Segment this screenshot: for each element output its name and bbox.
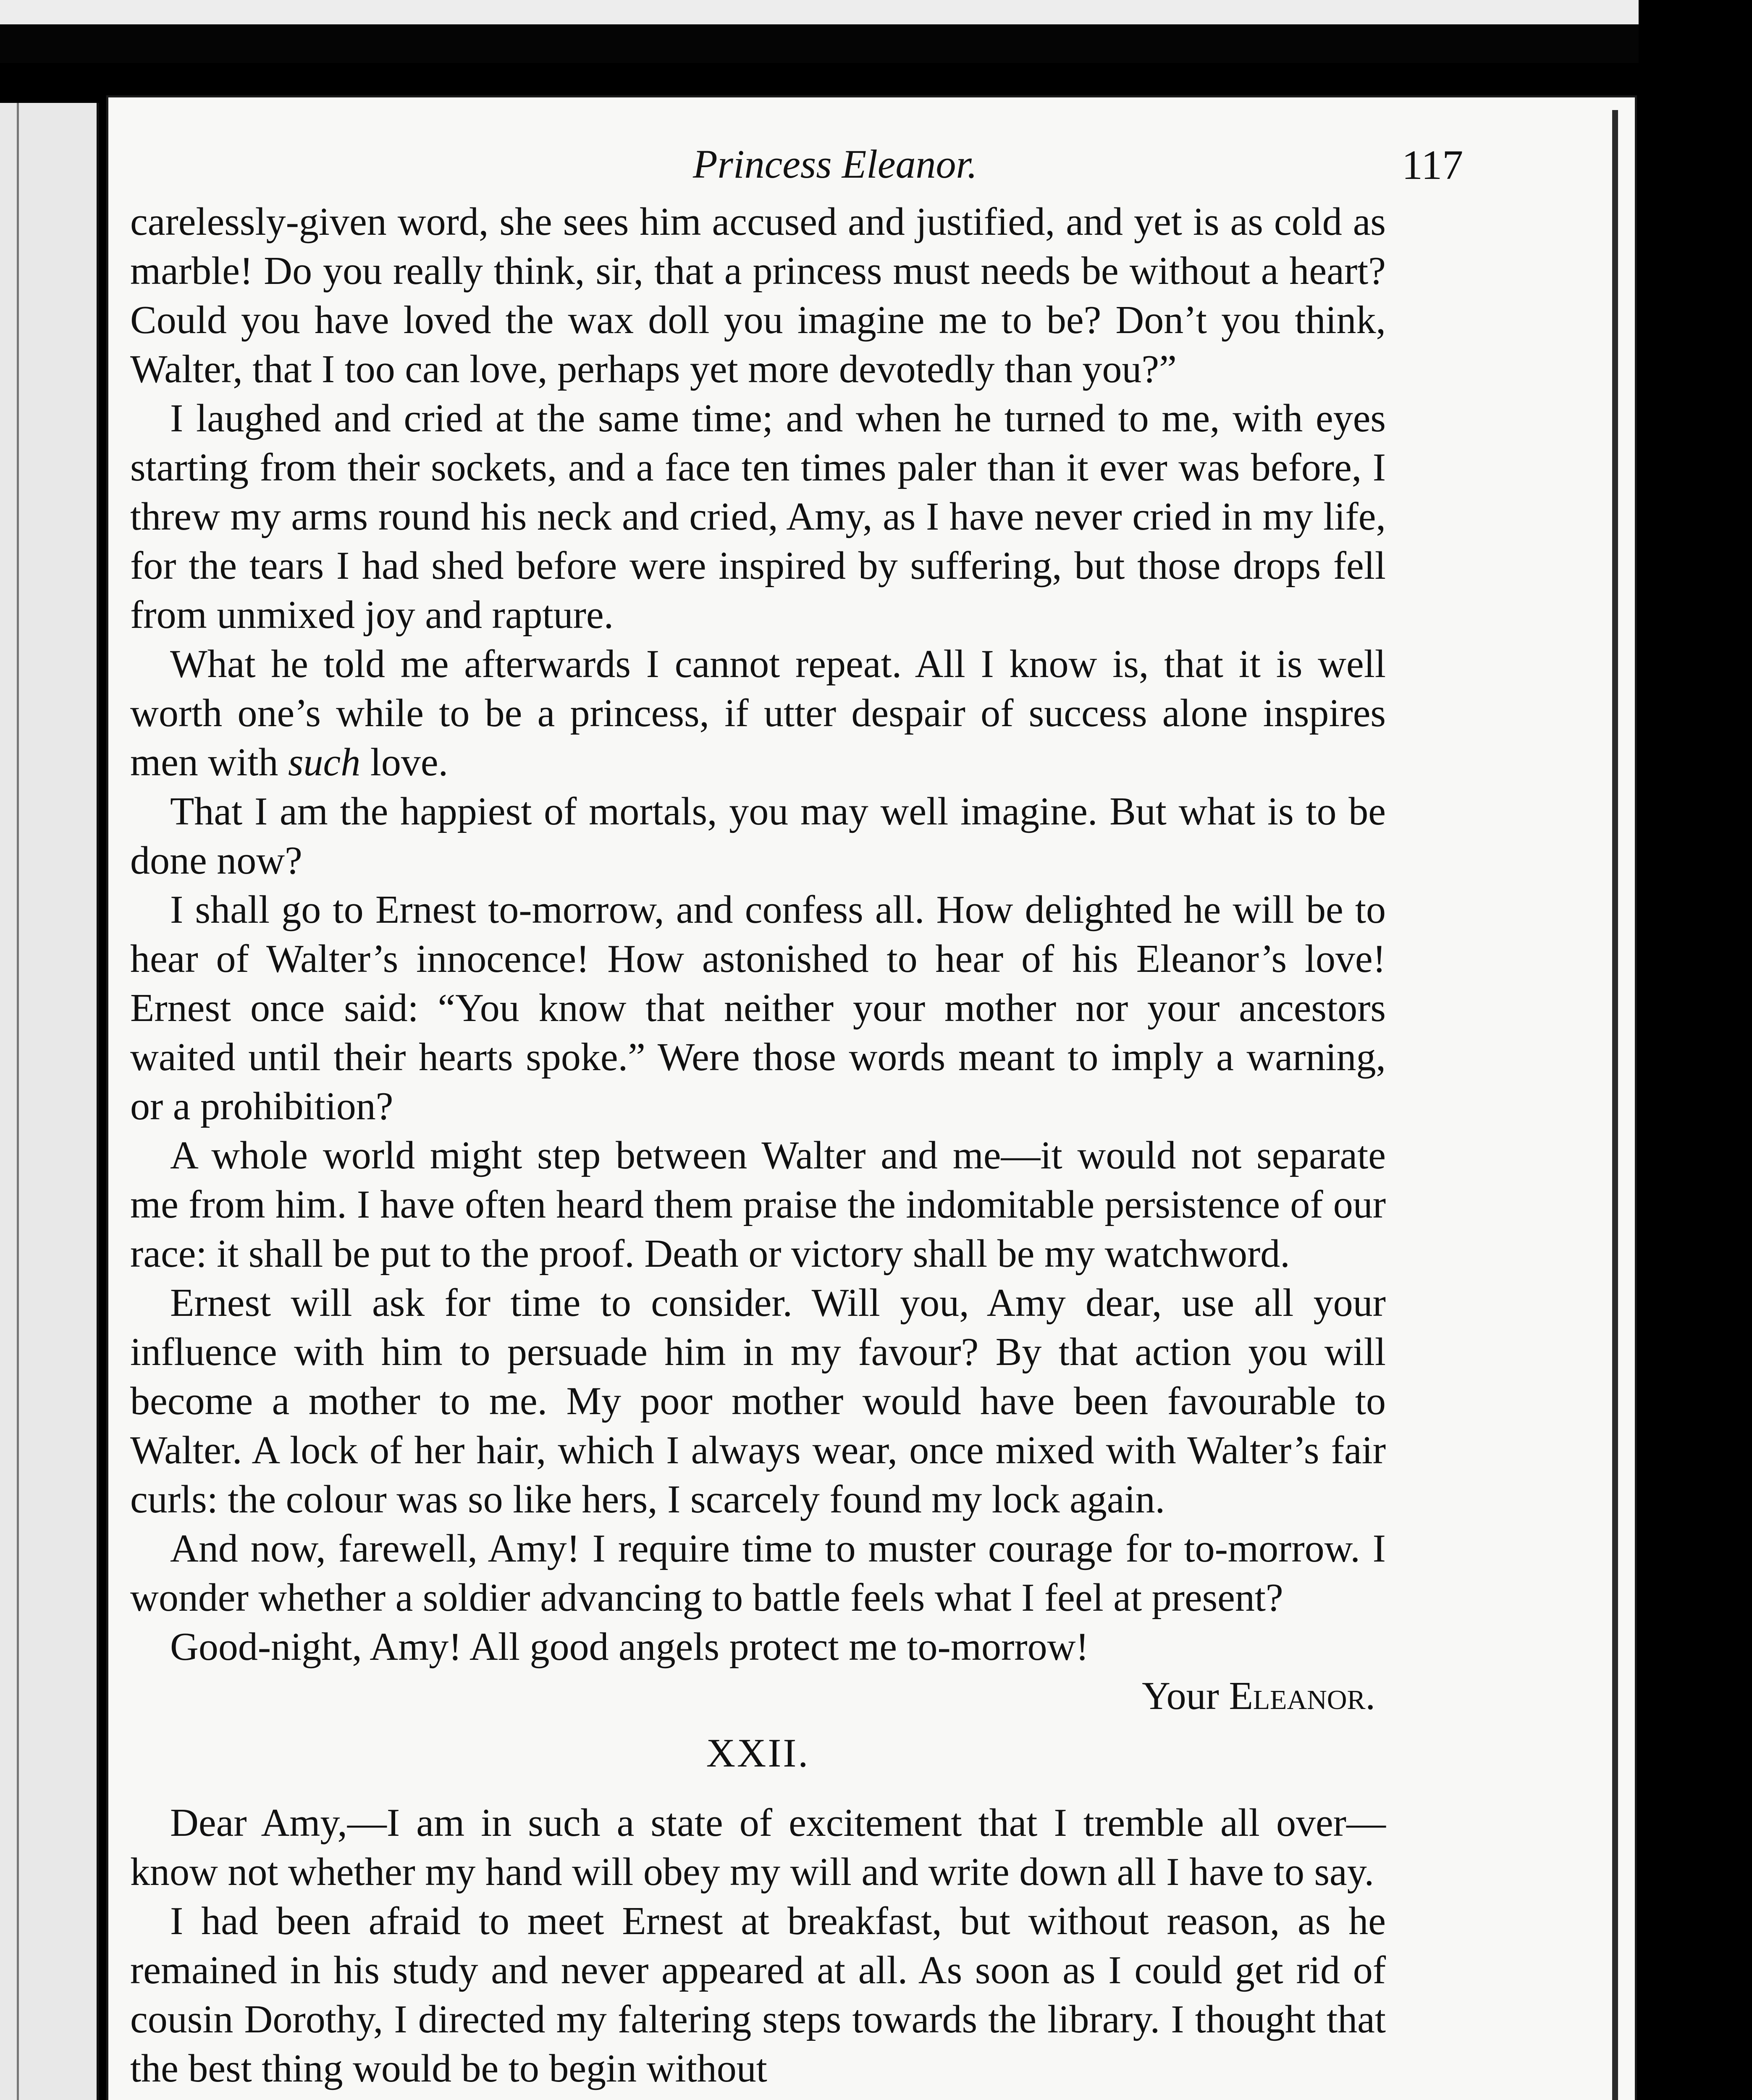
- adjacent-page-edge: [0, 103, 99, 2100]
- page-fold-line: [17, 103, 19, 2100]
- paragraph: I shall go to Ernest to-morrow, and confess all. How delighted he will be to hear of Walter’s innocence! How astonished to hear of his Eleanor’s love! Ernest once said: “You know that neither your mother nor your ancestors waited until their hearts spoke.” Were those words meant to imply a warning, or a prohibition?: [130, 888, 1386, 1128]
- paragraph-text: What he told me afterwards I cannot repeat. All I know is, that it is well worth one’s while to be a princess, if utter despair of success alone inspires men with: [130, 642, 1386, 784]
- paragraph: [130, 640, 1386, 787]
- emphasis-text: such: [288, 740, 361, 784]
- paragraph: A whole world might step between Walter and me—it would not separate me from him. I have often heard them praise the indomitable persistence of our race: it shall be put to the proof. Death or victory shall be my watchword.: [130, 1134, 1386, 1276]
- scan-right-border: [1639, 0, 1752, 2100]
- page-edge-shadow: [1612, 110, 1618, 2100]
- paragraph: Ernest will ask for time to consider. Will you, Amy dear, use all your influence with him to persuade him in my favour? By that action you will become a mother to me. My poor mother would have been favourable to Walter. A lock of her hair, which I always wear, once mixed with Walter’s fair curls: the colour was so like hers, I scarcely found my lock again.: [130, 1281, 1386, 1521]
- paragraph: Good-night, Amy! All good angels protect me to-morrow!: [170, 1625, 1089, 1669]
- paragraph-text: love.: [360, 740, 448, 784]
- letter-signature: [130, 1672, 1386, 1721]
- paragraph: That I am the happiest of mortals, you may well imagine. But what is to be done now?: [130, 790, 1386, 882]
- page-body: [130, 197, 1386, 2093]
- chapter-heading: XXII.: [706, 1730, 810, 1775]
- paragraph: I laughed and cried at the same time; and when he turned to me, with eyes starting from their sockets, and a face ten times paler than it ever was before, I threw my arms round his neck and cried, Amy, as I have never cried in my life, for the tears I had shed before were inspired by suffering, but those drops fell from unmixed joy and rapture.: [130, 396, 1386, 637]
- signature-prefix: Your: [1142, 1674, 1229, 1718]
- scan-top-strip: [0, 0, 1752, 24]
- paragraph: Dear Amy,—I am in such a state of excitement that I tremble all over—know not whether my hand will obey my will and write down all I have to say.: [130, 1801, 1386, 1894]
- paragraph: And now, farewell, Amy! I require time to muster courage for to-morrow. I wonder whether a soldier advancing to battle feels what I feel at present?: [130, 1527, 1386, 1620]
- paragraph: I had been afraid to meet Ernest at breakfast, but without reason, as he remained in his study and never appeared at all. As soon as I could get rid of cousin Dorothy, I directed my faltering steps towards the library. I thought that the best thing would be to begin without: [130, 1899, 1386, 2090]
- signature-name: Eleanor.: [1229, 1674, 1375, 1718]
- paragraph: carelessly-given word, she sees him accused and justified, and yet is as cold as marble! Do you really think, sir, that a princess must needs be without a heart? Could you have loved the wax doll you imagine me to be? Don’t you think, Walter, that I too can love, perhaps yet more devotedly than you?”: [130, 200, 1386, 391]
- running-header: Princess Eleanor.: [693, 142, 978, 186]
- page-number: 117: [1402, 142, 1463, 188]
